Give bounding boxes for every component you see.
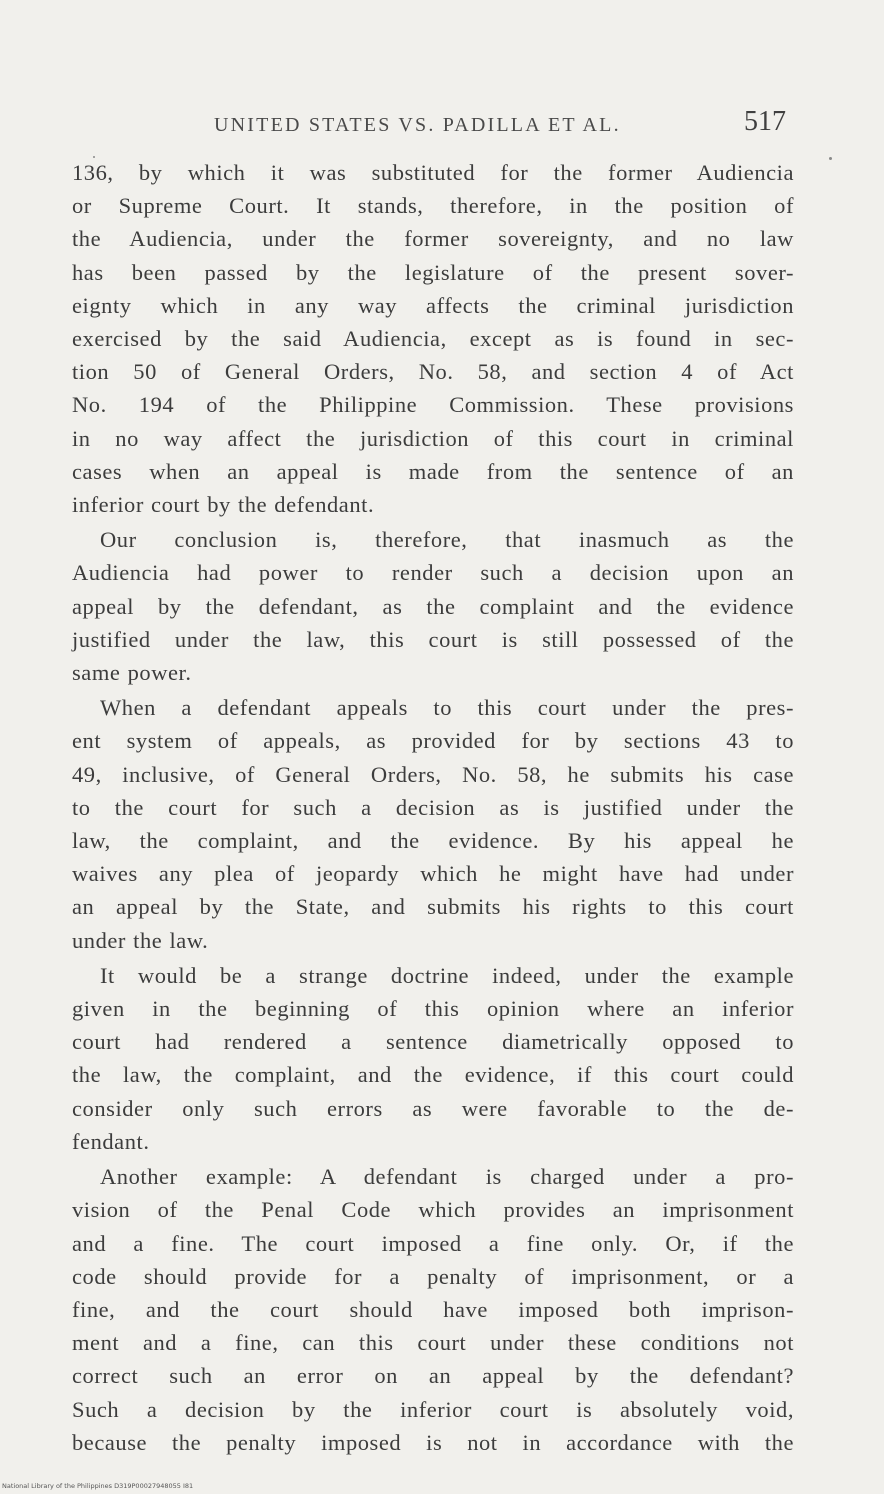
text-line: or Supreme Court. It stands, therefore, in the position of bbox=[72, 193, 794, 219]
text-line: waives any plea of jeopardy which he might have had under bbox=[72, 861, 794, 887]
text-line: under the law. bbox=[72, 927, 209, 953]
text-line: court had rendered a sentence diametrically opposed to bbox=[72, 1029, 794, 1055]
text-line: 136, by which it was substituted for the former Audiencia bbox=[72, 160, 794, 185]
text-line: Such a decision by the inferior court is absolutely void, bbox=[72, 1396, 794, 1422]
text-line: because the penalty imposed is not in accordance with the bbox=[72, 1429, 794, 1455]
text-line: exercised by the said Audiencia, except as is found in sec- bbox=[72, 326, 794, 352]
text-line: tion 50 of General Orders, No. 58, and section 4 of Act bbox=[72, 359, 794, 385]
text-line: When a defendant appeals to this court under the pres- bbox=[100, 695, 794, 721]
text-line: No. 194 of the Philippine Commission. These provisions bbox=[72, 392, 794, 418]
text-line: It would be a strange doctrine indeed, under the example bbox=[100, 962, 794, 988]
text-line: to the court for such a decision as is justified under the bbox=[72, 794, 794, 820]
text-line: law, the complaint, and the evidence. By his appeal he bbox=[72, 828, 794, 854]
text-line: inferior court by the defendant. bbox=[72, 492, 375, 518]
text-line: justified under the law, this court is still possessed of the bbox=[72, 626, 794, 652]
text-line: an appeal by the State, and submits his rights to this court bbox=[72, 894, 794, 920]
text-line: fine, and the court should have imposed both imprison- bbox=[72, 1296, 794, 1322]
running-head bbox=[72, 104, 794, 144]
text-line: the Audiencia, under the former sovereignty, and no law bbox=[72, 226, 794, 252]
text-line: code should provide for a penalty of imprisonment, or a bbox=[72, 1263, 794, 1289]
text-line: same power. bbox=[72, 660, 192, 686]
body-text bbox=[72, 156, 794, 1459]
paragraph bbox=[72, 1160, 794, 1459]
scan-speck bbox=[93, 156, 95, 158]
text-line: ment and a fine, can this court under these conditions not bbox=[72, 1330, 794, 1356]
text-line: Another example: A defendant is charged under a pro- bbox=[100, 1164, 794, 1190]
text-line: fendant. bbox=[72, 1128, 150, 1154]
scan-speck bbox=[829, 157, 832, 160]
text-line: and a fine. The court imposed a fine only. Or, if the bbox=[72, 1230, 794, 1256]
text-line: correct such an error on an appeal by the defendant? bbox=[72, 1363, 794, 1389]
running-title: UNITED STATES VS. PADILLA ET AL. bbox=[214, 114, 621, 136]
text-line: Our conclusion is, therefore, that inasmuch as the bbox=[100, 527, 794, 553]
paragraph bbox=[72, 523, 794, 689]
text-line: Audiencia had power to render such a decision upon an bbox=[72, 560, 794, 586]
paragraph bbox=[72, 691, 794, 957]
text-line: given in the beginning of this opinion where an inferior bbox=[72, 996, 794, 1022]
text-line: consider only such errors as were favorable to the de- bbox=[72, 1095, 794, 1121]
text-line: in no way affect the jurisdiction of this court in criminal bbox=[72, 425, 794, 451]
text-line: ent system of appeals, as provided for by sections 43 to bbox=[72, 728, 794, 754]
paragraph bbox=[72, 959, 794, 1158]
paragraph bbox=[72, 156, 794, 521]
text-line: appeal by the defendant, as the complaint and the evidence bbox=[72, 593, 794, 619]
text-line: 49, inclusive, of General Orders, No. 58, he submits his case bbox=[72, 761, 794, 787]
text-line: vision of the Penal Code which provides an imprisonment bbox=[72, 1197, 794, 1223]
page-number: 517 bbox=[744, 106, 786, 137]
text-line: eignty which in any way affects the criminal jurisdiction bbox=[72, 292, 794, 318]
text-line: the law, the complaint, and the evidence, if this court could bbox=[72, 1062, 794, 1088]
text-line: has been passed by the legislature of the present sover- bbox=[72, 259, 794, 285]
text-line: cases when an appeal is made from the sentence of an bbox=[72, 458, 794, 484]
scan-footer-note: National Library of the Philippines D319P00027948055 I81 bbox=[2, 1482, 194, 1490]
